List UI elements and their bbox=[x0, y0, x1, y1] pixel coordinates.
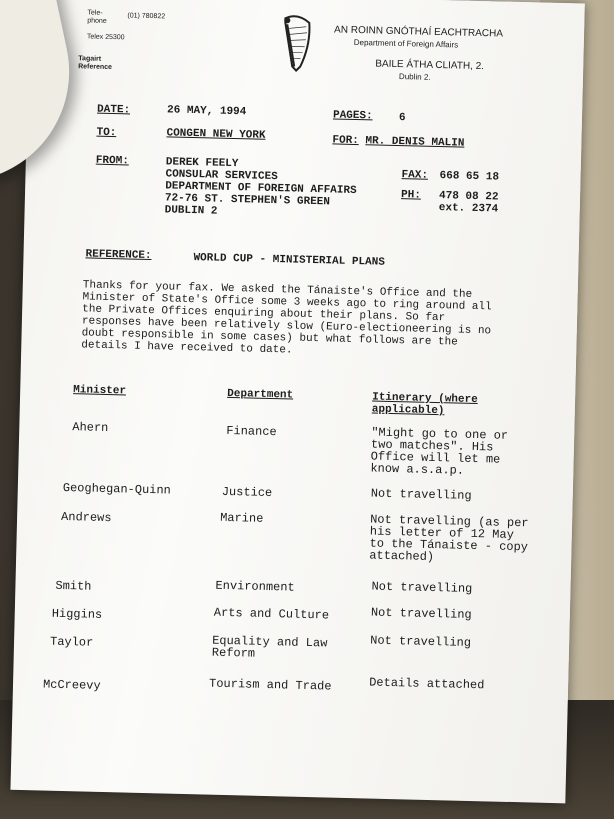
reference-field-label: Tagairt Reference bbox=[78, 55, 113, 72]
for-line bbox=[332, 134, 464, 149]
to-value: CONGEN NEW YORK bbox=[166, 127, 266, 142]
table-row-minister: McCreevy bbox=[42, 677, 101, 693]
phone-number: (01) 780822 bbox=[127, 12, 166, 21]
table-row-itinerary: Not travelling (as per his letter of 12 May to the Tánaiste - copy attached) bbox=[369, 512, 529, 565]
reference-label: REFERENCE: bbox=[85, 248, 152, 263]
table-row-itinerary: "Might go to one or two matches". His Office will let me know a.s.a.p. bbox=[370, 425, 509, 478]
table-row-department: Marine bbox=[219, 510, 264, 526]
table-row-department: Arts and Culture bbox=[213, 605, 330, 623]
table-row-minister: Andrews bbox=[60, 509, 112, 526]
table-row-department: Environment bbox=[215, 578, 295, 595]
for-value: MR. DENIS MALIN bbox=[365, 135, 465, 150]
phone-label: Tele- phone bbox=[87, 9, 107, 25]
table-row-itinerary: Not travelling bbox=[370, 605, 472, 622]
table-row-department: Finance bbox=[226, 423, 277, 440]
table-row-minister: Taylor bbox=[49, 634, 94, 650]
col-header-minister: Minister bbox=[73, 384, 127, 398]
phone-line-label: PH: bbox=[400, 189, 422, 202]
dept-name-english: Department of Foreign Affairs bbox=[353, 37, 459, 50]
fax-number: 668 65 18 bbox=[439, 170, 500, 184]
address-english: Dublin 2. bbox=[398, 72, 431, 82]
table-row-itinerary: Details attached bbox=[369, 675, 485, 693]
for-label: FOR: bbox=[332, 134, 359, 148]
col-header-itinerary: Itinerary (where applicable) bbox=[371, 391, 478, 418]
table-row-minister: Ahern bbox=[72, 420, 109, 436]
table-row-itinerary: Not travelling bbox=[370, 633, 472, 650]
to-label: TO: bbox=[96, 126, 117, 140]
table-row-minister: Smith bbox=[55, 578, 92, 594]
date-value: 26 MAY, 1994 bbox=[166, 104, 247, 119]
table-row-minister: Geoghegan-Quinn bbox=[62, 480, 172, 498]
table-row-department: Tourism and Trade bbox=[208, 676, 332, 694]
phone-line-value: 478 08 22 ext. 2374 bbox=[438, 190, 499, 216]
table-row-department: Justice bbox=[221, 484, 273, 501]
fax-label: FAX: bbox=[401, 169, 429, 182]
table-row-department: Equality and Law Reform bbox=[211, 633, 328, 661]
body-paragraph: Thanks for your fax. We asked the Tánaiste's Office and the Minister of State's Office some 3 weeks ago to ring around all the Private Offices enquiring about their plans. So far responses have been relatively slow (Euro-electioneering is no doubt responsible in some cases) but what follows are the details I have received to date. bbox=[81, 279, 492, 357]
reference-value: WORLD CUP - MINISTERIAL PLANS bbox=[193, 252, 386, 269]
telex-number: Telex 25300 bbox=[86, 33, 125, 42]
table-row-itinerary: Not travelling bbox=[371, 579, 473, 596]
pages-value: 6 bbox=[398, 112, 406, 125]
date-label: DATE: bbox=[96, 103, 131, 117]
pages-label: PAGES: bbox=[332, 109, 373, 123]
table-row-minister: Higgins bbox=[51, 606, 103, 622]
harp-crest-icon bbox=[278, 14, 313, 73]
from-value: DEREK FEELY CONSULAR SERVICES DEPARTMENT OF FOREIGN AFFAIRS 72-76 ST. STEPHEN'S GREEN DUBLIN 2 bbox=[164, 156, 357, 218]
table-row-itinerary: Not travelling bbox=[370, 486, 472, 503]
col-header-department: Department bbox=[227, 387, 294, 402]
address-irish: BAILE ÁTHA CLIATH, 2. bbox=[375, 58, 485, 73]
fax-document-page bbox=[10, 0, 584, 803]
dept-name-irish: AN ROINN GNÓTHAÍ EACHTRACHA bbox=[333, 24, 504, 40]
from-label: FROM: bbox=[95, 154, 130, 168]
